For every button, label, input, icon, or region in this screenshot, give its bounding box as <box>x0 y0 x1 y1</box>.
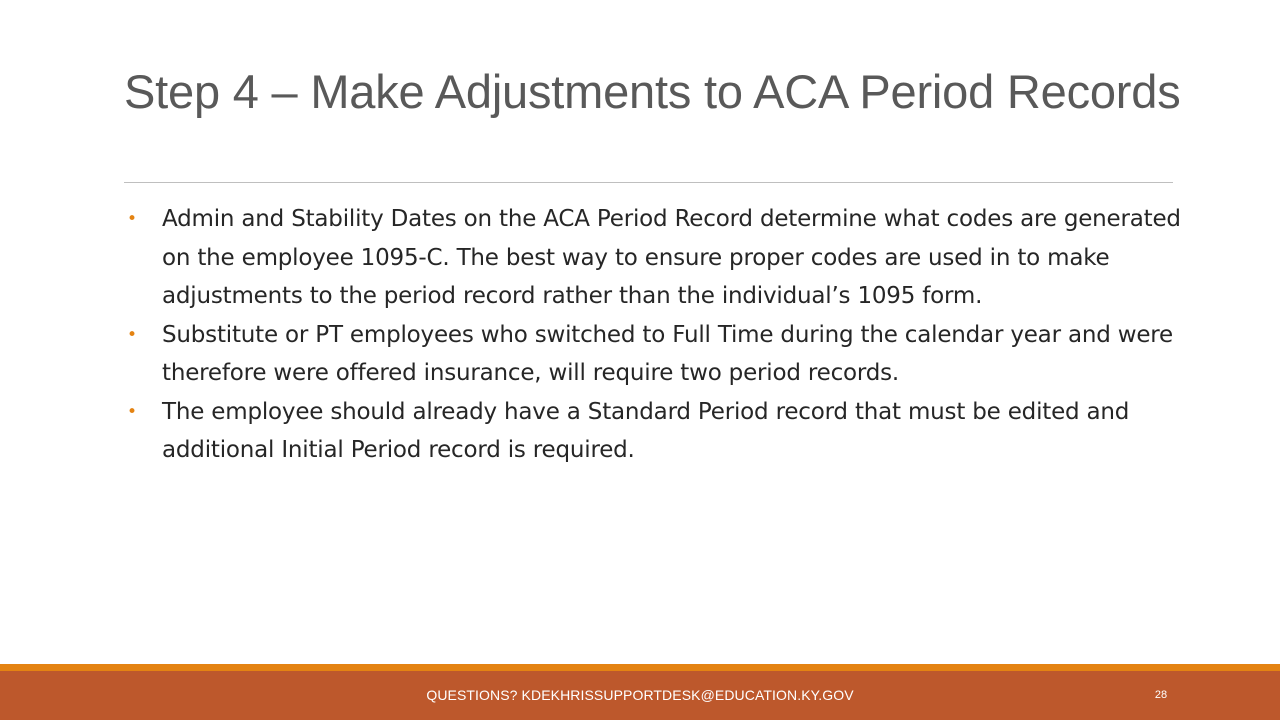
bullet-text: The employee should already have a Standard Period record that must be edited and additional Initial Period record is required. <box>162 398 1130 463</box>
bullet-text: Admin and Stability Dates on the ACA Period Record determine what codes are generated on the employee 1095-C. The best way to ensure proper codes are used in to make adjustments to the period record rather than the individual’s 1095 form. <box>162 206 1181 309</box>
bullet-item <box>124 200 1184 316</box>
title-divider <box>124 182 1173 183</box>
bullet-list <box>124 200 1184 470</box>
bullet-item <box>124 393 1184 470</box>
footer-bar <box>0 671 1280 720</box>
bullet-dot-icon: • <box>127 209 137 229</box>
footer-accent-strip <box>0 664 1280 671</box>
bullet-dot-icon: • <box>127 324 137 345</box>
bullet-text: Substitute or PT employees who switched to Full Time during the calendar year and were therefore were offered insurance, will require two period records. <box>162 321 1173 386</box>
footer-contact-text: QUESTIONS? KDEKHRISSUPPORTDESK@EDUCATION.KY.GOV <box>426 687 854 703</box>
bullet-item <box>124 316 1184 393</box>
bullet-dot-icon: • <box>127 401 137 422</box>
slide-title: Step 4 – Make Adjustments to ACA Period Records <box>124 65 1181 118</box>
page-number: 28 <box>1154 689 1168 701</box>
